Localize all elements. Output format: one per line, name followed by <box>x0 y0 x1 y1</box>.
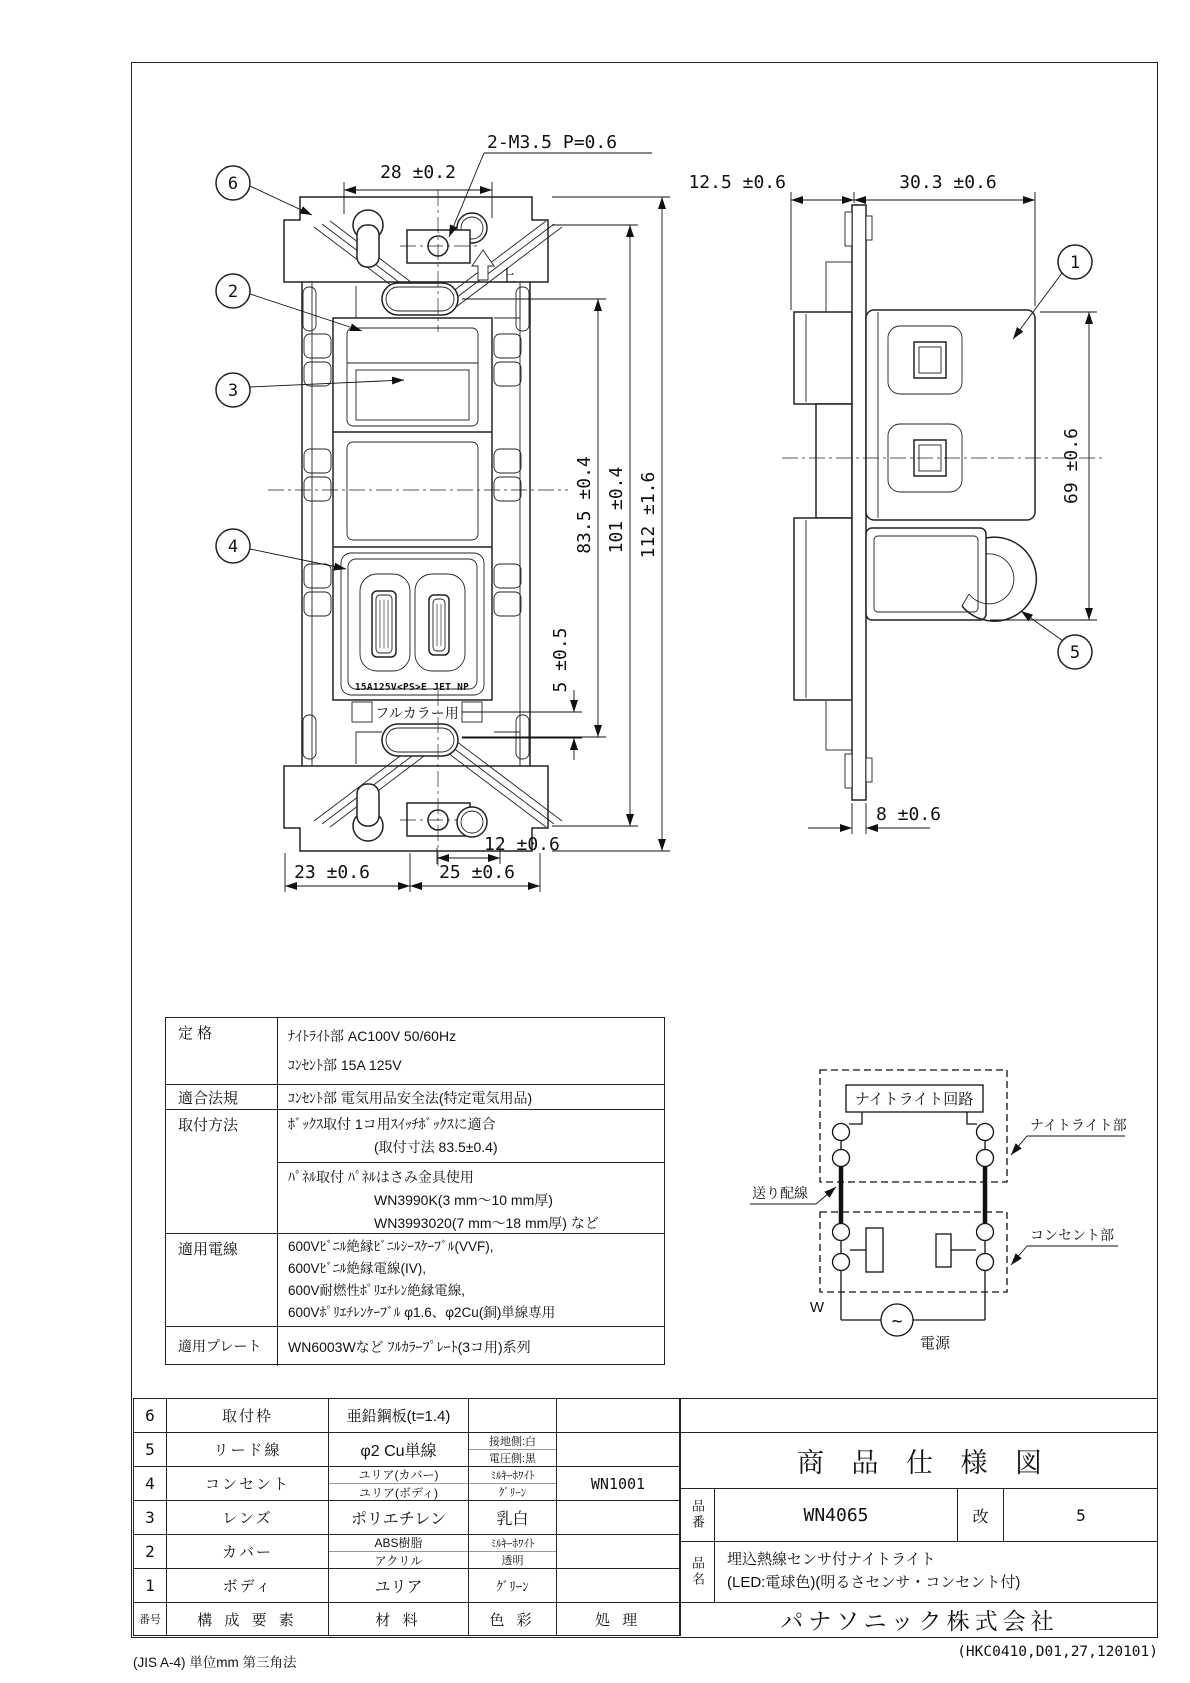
parts-row-3: 3 レンズ ポリエチレン 乳白 <box>134 1501 679 1535</box>
parts-row-1: 1 ボディ ユリア ｸﾞﾘｰﾝ <box>134 1569 679 1603</box>
night-light-circuit-label: ナイトライト回路 <box>854 1091 974 1108</box>
dim-screw-note: 2-M3.5 P=0.6 <box>487 132 618 153</box>
parts-row-2: 2 カバー ABS樹脂 アクリル ﾐﾙｷｰﾎﾜｲﾄ 透明 <box>134 1535 679 1569</box>
footer-standard-note: (JIS A-4) 単位mm 第三角法 <box>133 1655 297 1670</box>
dim-12-5: 12.5 ±0.6 <box>688 172 786 193</box>
parts-row-4: 4 コンセント ユリア(カバー) ユリア(ボディ) ﾐﾙｷｰﾎﾜｲﾄ ｸﾞﾘｰﾝ WN1001 <box>134 1467 679 1501</box>
dim-8: 8 ±0.6 <box>876 804 942 825</box>
company-name: パナソニック株式会社 <box>780 1608 1059 1634</box>
dim-69: 69 ±0.6 <box>1061 428 1082 504</box>
outlet-section-label: コンセント部 <box>1030 1227 1114 1243</box>
dim-5: 5 ±0.5 <box>550 627 571 693</box>
rating-outlet: ｺﾝｾﾝﾄ部 15A 125V <box>288 1057 402 1073</box>
svg-text:~: ~ <box>891 1311 903 1332</box>
spec-row-regulation: 適合法規 ｺﾝｾﾝﾄ部 電気用品安全法(特定電気用品) <box>166 1084 664 1109</box>
svg-text:3: 3 <box>227 381 239 401</box>
product-name-row <box>681 1542 1158 1603</box>
title-block <box>680 1398 1158 1636</box>
svg-text:2: 2 <box>227 282 239 302</box>
svg-text:1: 1 <box>1069 253 1081 273</box>
panel-mounting-line3: WN3993020(7 mm〜18 mm厚) など <box>374 1215 599 1231</box>
part-number-label: 品番 <box>681 1489 715 1541</box>
rating-nightlight: ﾅｲﾄﾗｲﾄ部 AC100V 50/60Hz <box>288 1028 457 1044</box>
wire-line2: 600Vﾋﾞﾆﾙ絶縁電線(IV), <box>288 1261 427 1276</box>
regulation-text: ｺﾝｾﾝﾄ部 電気用品安全法(特定電気用品) <box>288 1090 533 1106</box>
spec-table <box>165 1017 665 1365</box>
svg-text:4: 4 <box>227 537 239 557</box>
part-number-row <box>681 1489 1158 1542</box>
up-label: 上 <box>499 267 516 286</box>
feed-wiring-label: 送り配線 <box>752 1185 808 1201</box>
svg-text:5: 5 <box>1069 643 1081 663</box>
footer-document-code: (HKC0410,D01,27,120101) <box>957 1644 1158 1660</box>
box-mounting-line2: (取付寸法 83.5±0.4) <box>374 1139 498 1155</box>
spec-row-wires: 適用電線 600Vﾋﾞﾆﾙ絶縁ﾋﾞﾆﾙｼｰｽｹｰﾌﾞﾙ(VVF), 600Vﾋﾞﾆﾙ絶縁電線(IV), 600V耐燃性ﾎﾟﾘｴﾁﾚﾝ絶縁電線, 600Vﾎﾟﾘｴﾁﾚﾝｹｰﾌﾞﾙ φ1.6、φ2Cu(銅)単線専用 <box>166 1233 664 1326</box>
product-name-line1: 埋込熱線センサ付ナイトライト <box>727 1551 936 1568</box>
spec-row-plate: 適用プレート WN6003Wなど ﾌﾙｶﾗｰﾌﾟﾚｰﾄ(3コ用)系列 <box>166 1326 664 1366</box>
parts-header-row: 番号 構 成 要 素 材 料 色 彩 処 理 <box>134 1603 679 1635</box>
revision-value: 5 <box>1076 1505 1086 1525</box>
sheet-title: 商 品 仕 様 図 <box>681 1433 1158 1489</box>
wire-line3: 600V耐燃性ﾎﾟﾘｴﾁﾚﾝ絶縁電線, <box>288 1283 466 1298</box>
dim-25: 25 ±0.6 <box>439 862 515 883</box>
dim-30-3: 30.3 ±0.6 <box>899 172 997 193</box>
dim-83-5: 83.5 ±0.4 <box>574 456 595 554</box>
panel-mounting-line1: ﾊﾟﾈﾙ取付 ﾊﾟﾈﾙはさみ金具使用 <box>288 1169 474 1185</box>
wire-line4: 600Vﾎﾟﾘｴﾁﾚﾝｹｰﾌﾞﾙ φ1.6、φ2Cu(銅)単線専用 <box>288 1305 556 1320</box>
parts-row-6: 6 取付枠 亜鉛鋼板(t=1.4) <box>134 1399 679 1433</box>
plate-text: WN6003Wなど ﾌﾙｶﾗｰﾌﾟﾚｰﾄ(3コ用)系列 <box>288 1339 531 1355</box>
product-name-line2: (LED:電球色)(明るさセンサ・コンセント付) <box>727 1574 1021 1591</box>
spec-row-mounting: 取付方法 ﾎﾞｯｸｽ取付 1コ用ｽｲｯﾁﾎﾞｯｸｽに適合 (取付寸法 83.5±0.4) ﾊﾟﾈﾙ取付 ﾊﾟﾈﾙはさみ金具使用 WN3990K(3 mm〜10 mm厚) WN3993020(7 mm〜18 mm厚) など <box>166 1109 664 1233</box>
neutral-w-label: W <box>809 1299 824 1316</box>
fullcolor-label: フルカラー用 <box>375 705 459 721</box>
dim-112: 112 ±1.6 <box>638 471 659 559</box>
parts-row-5: 5 リード線 φ2 Cu単線 接地側:白 電圧側:黒 <box>134 1433 679 1467</box>
revision-label: 改 <box>958 1489 1004 1541</box>
box-mounting-line1: ﾎﾞｯｸｽ取付 1コ用ｽｲｯﾁﾎﾞｯｸｽに適合 <box>288 1116 496 1132</box>
parts-table <box>133 1398 680 1636</box>
title-block-empty-row <box>681 1399 1158 1433</box>
dim-23: 23 ±0.6 <box>294 862 370 883</box>
part-number-value: WN4065 <box>715 1489 958 1541</box>
product-name-label: 品名 <box>681 1542 715 1602</box>
svg-text:6: 6 <box>227 174 239 194</box>
power-source-label: 電源 <box>920 1335 951 1352</box>
dim-28: 28 ±0.2 <box>380 162 456 183</box>
dim-12: 12 ±0.6 <box>484 834 560 855</box>
outlet-rating-marking: 15A125V<PS>E JET NP <box>354 682 470 693</box>
dim-101: 101 ±0.4 <box>606 466 627 554</box>
spec-row-rating: 定 格 ﾅｲﾄﾗｲﾄ部 AC100V 50/60Hz ｺﾝｾﾝﾄ部 15A 125V <box>166 1018 664 1084</box>
panel-mounting-line2: WN3990K(3 mm〜10 mm厚) <box>374 1192 553 1208</box>
night-section-label: ナイトライト部 <box>1030 1117 1127 1133</box>
wire-line1: 600Vﾋﾞﾆﾙ絶縁ﾋﾞﾆﾙｼｰｽｹｰﾌﾞﾙ(VVF), <box>288 1239 494 1254</box>
